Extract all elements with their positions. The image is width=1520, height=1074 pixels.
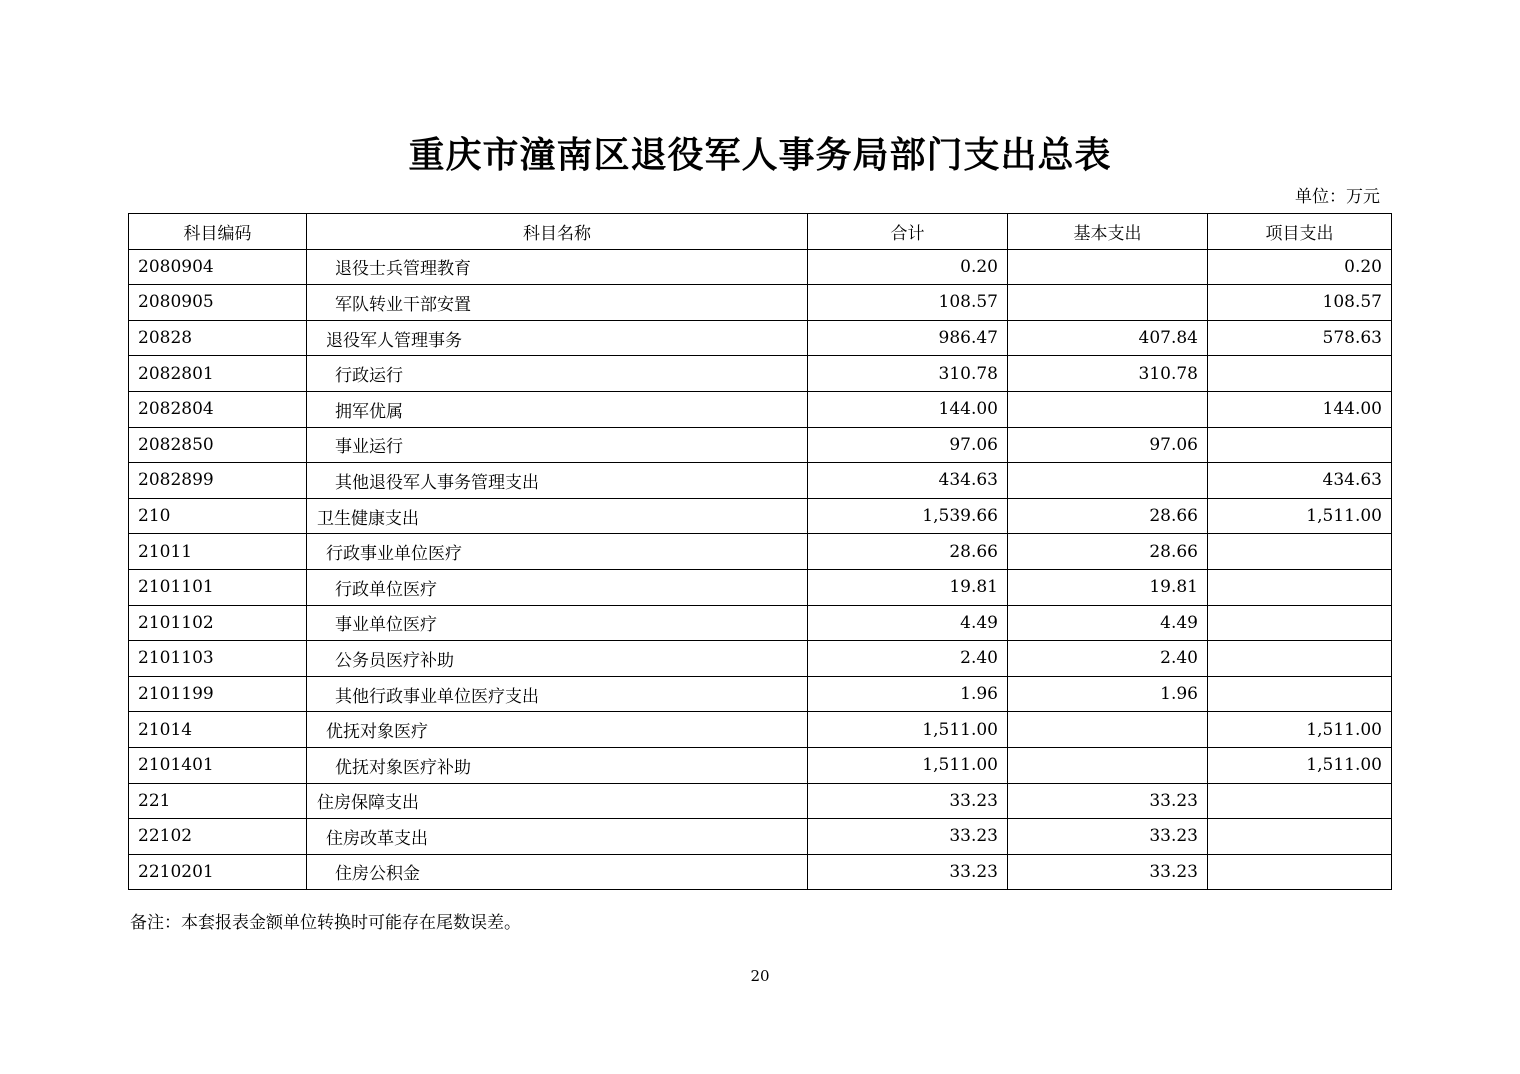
cell-code: 210 <box>129 498 307 534</box>
table-row <box>129 463 1392 499</box>
cell-project <box>1208 783 1392 819</box>
cell-project: 1,511.00 <box>1208 747 1392 783</box>
table-row <box>129 391 1392 427</box>
table-row <box>129 747 1392 783</box>
table-row <box>129 356 1392 392</box>
cell-total: 1,511.00 <box>808 747 1008 783</box>
cell-total: 434.63 <box>808 463 1008 499</box>
cell-basic: 28.66 <box>1008 498 1208 534</box>
cell-total: 4.49 <box>808 605 1008 641</box>
cell-basic <box>1008 747 1208 783</box>
cell-total: 2.40 <box>808 641 1008 677</box>
cell-code: 2082850 <box>129 427 307 463</box>
cell-project <box>1208 819 1392 855</box>
cell-total: 97.06 <box>808 427 1008 463</box>
cell-basic: 407.84 <box>1008 320 1208 356</box>
table-row <box>129 783 1392 819</box>
cell-project: 1,511.00 <box>1208 498 1392 534</box>
table-row <box>129 569 1392 605</box>
cell-name: 退役士兵管理教育 <box>307 249 808 285</box>
cell-basic: 28.66 <box>1008 534 1208 570</box>
cell-code: 21014 <box>129 712 307 748</box>
cell-total: 33.23 <box>808 854 1008 890</box>
table-body <box>129 249 1392 890</box>
cell-code: 2101401 <box>129 747 307 783</box>
cell-code: 22102 <box>129 819 307 855</box>
cell-name: 退役军人管理事务 <box>307 320 808 356</box>
cell-project: 1,511.00 <box>1208 712 1392 748</box>
cell-code: 2080904 <box>129 249 307 285</box>
cell-name: 事业单位医疗 <box>307 605 808 641</box>
cell-total: 28.66 <box>808 534 1008 570</box>
cell-name: 拥军优属 <box>307 391 808 427</box>
cell-code: 2082801 <box>129 356 307 392</box>
cell-name: 优抚对象医疗 <box>307 712 808 748</box>
cell-name: 住房保障支出 <box>307 783 808 819</box>
cell-total: 33.23 <box>808 819 1008 855</box>
cell-total: 1,539.66 <box>808 498 1008 534</box>
cell-total: 0.20 <box>808 249 1008 285</box>
cell-basic <box>1008 249 1208 285</box>
cell-name: 军队转业干部安置 <box>307 285 808 321</box>
table-row <box>129 605 1392 641</box>
cell-name: 卫生健康支出 <box>307 498 808 534</box>
cell-basic: 33.23 <box>1008 783 1208 819</box>
cell-basic: 19.81 <box>1008 569 1208 605</box>
cell-name: 行政事业单位医疗 <box>307 534 808 570</box>
cell-total: 19.81 <box>808 569 1008 605</box>
cell-name: 住房公积金 <box>307 854 808 890</box>
table-header-row <box>129 214 1392 250</box>
header-name: 科目名称 <box>307 214 808 250</box>
cell-basic: 2.40 <box>1008 641 1208 677</box>
table-row <box>129 285 1392 321</box>
cell-name: 其他行政事业单位医疗支出 <box>307 676 808 712</box>
cell-code: 2101199 <box>129 676 307 712</box>
table-row <box>129 534 1392 570</box>
cell-project <box>1208 427 1392 463</box>
table-row <box>129 712 1392 748</box>
cell-basic: 33.23 <box>1008 854 1208 890</box>
cell-basic <box>1008 463 1208 499</box>
cell-code: 2082899 <box>129 463 307 499</box>
cell-name: 行政运行 <box>307 356 808 392</box>
cell-basic: 97.06 <box>1008 427 1208 463</box>
cell-total: 1,511.00 <box>808 712 1008 748</box>
cell-project: 578.63 <box>1208 320 1392 356</box>
cell-code: 221 <box>129 783 307 819</box>
cell-code: 2210201 <box>129 854 307 890</box>
cell-basic: 4.49 <box>1008 605 1208 641</box>
cell-code: 2082804 <box>129 391 307 427</box>
page-number: 20 <box>750 967 770 985</box>
cell-code: 2101103 <box>129 641 307 677</box>
footnote: 备注：本套报表金额单位转换时可能存在尾数误差。 <box>130 913 521 933</box>
header-total: 合计 <box>808 214 1008 250</box>
unit-label: 单位：万元 <box>1295 187 1380 207</box>
cell-code: 2101101 <box>129 569 307 605</box>
page-title: 重庆市潼南区退役军人事务局部门支出总表 <box>408 135 1112 176</box>
cell-code: 2080905 <box>129 285 307 321</box>
cell-project <box>1208 356 1392 392</box>
cell-total: 33.23 <box>808 783 1008 819</box>
cell-code: 20828 <box>129 320 307 356</box>
cell-project <box>1208 605 1392 641</box>
header-code: 科目编码 <box>129 214 307 250</box>
cell-project <box>1208 569 1392 605</box>
cell-project <box>1208 534 1392 570</box>
table-row <box>129 249 1392 285</box>
table-row <box>129 427 1392 463</box>
cell-project: 108.57 <box>1208 285 1392 321</box>
cell-code: 2101102 <box>129 605 307 641</box>
table-row <box>129 854 1392 890</box>
header-project: 项目支出 <box>1208 214 1392 250</box>
header-basic: 基本支出 <box>1008 214 1208 250</box>
cell-total: 108.57 <box>808 285 1008 321</box>
cell-total: 1.96 <box>808 676 1008 712</box>
table-row <box>129 320 1392 356</box>
cell-project <box>1208 854 1392 890</box>
cell-basic: 1.96 <box>1008 676 1208 712</box>
cell-project: 434.63 <box>1208 463 1392 499</box>
cell-basic: 33.23 <box>1008 819 1208 855</box>
cell-basic <box>1008 712 1208 748</box>
table-row <box>129 641 1392 677</box>
cell-name: 事业运行 <box>307 427 808 463</box>
table-row <box>129 676 1392 712</box>
cell-basic: 310.78 <box>1008 356 1208 392</box>
cell-project: 0.20 <box>1208 249 1392 285</box>
cell-basic <box>1008 391 1208 427</box>
table-row <box>129 498 1392 534</box>
cell-total: 986.47 <box>808 320 1008 356</box>
cell-name: 优抚对象医疗补助 <box>307 747 808 783</box>
cell-name: 其他退役军人事务管理支出 <box>307 463 808 499</box>
cell-basic <box>1008 285 1208 321</box>
cell-total: 310.78 <box>808 356 1008 392</box>
cell-name: 行政单位医疗 <box>307 569 808 605</box>
cell-project: 144.00 <box>1208 391 1392 427</box>
cell-project <box>1208 641 1392 677</box>
cell-code: 21011 <box>129 534 307 570</box>
cell-name: 公务员医疗补助 <box>307 641 808 677</box>
table-row <box>129 819 1392 855</box>
expenditure-table <box>128 213 1392 890</box>
cell-name: 住房改革支出 <box>307 819 808 855</box>
cell-project <box>1208 676 1392 712</box>
cell-total: 144.00 <box>808 391 1008 427</box>
